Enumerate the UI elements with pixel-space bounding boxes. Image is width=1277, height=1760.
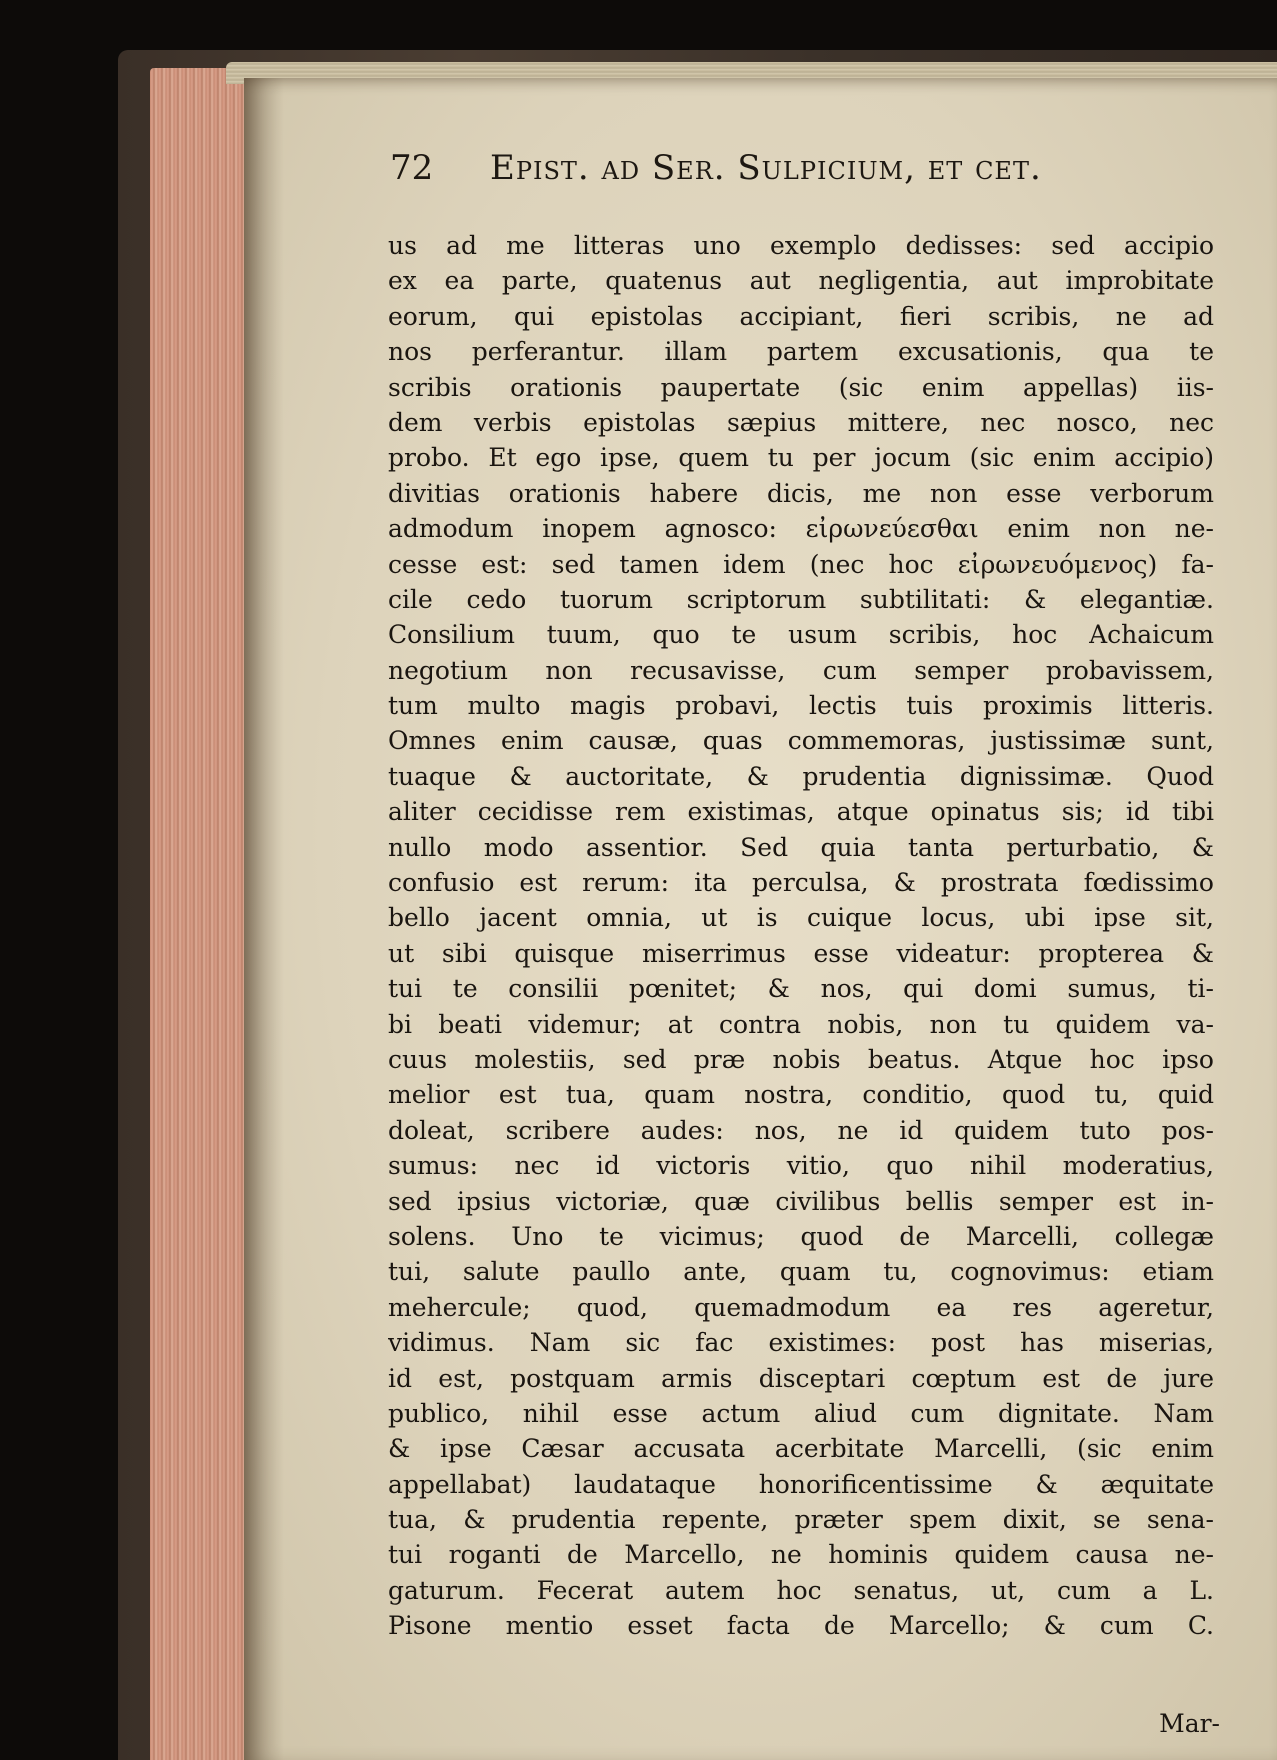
- text-line: tui roganti de Marcello, ne hominis quidem causa ne-: [388, 1540, 1214, 1570]
- text-line: melior est tua, quam nostra, conditio, quod tu, quid: [388, 1080, 1214, 1110]
- text-line: Consilium tuum, quo te usum scribis, hoc Achaicum: [388, 620, 1214, 650]
- spine-shadow: [244, 78, 284, 1760]
- text-line: divitias orationis habere dicis, me non esse verborum: [388, 478, 1214, 508]
- page-number: 72: [390, 148, 434, 188]
- text-line: ex ea parte, quatenus aut negligentia, aut improbitate: [388, 266, 1214, 296]
- text-line: confusio est rerum: ita perculsa, & prostrata fœdissimo: [388, 868, 1214, 898]
- text-line: publico, nihil esse actum aliud cum dignitate. Nam: [388, 1398, 1214, 1428]
- text-line: scribis orationis paupertate (sic enim appellas) iis-: [388, 372, 1214, 402]
- text-line: eorum, qui epistolas accipiant, fieri scribis, ne ad: [388, 301, 1214, 331]
- text-line: tui te consilii pœnitet; & nos, qui domi sumus, ti-: [388, 974, 1214, 1004]
- text-line: tui, salute paullo ante, quam tu, cognovimus: etiam: [388, 1257, 1214, 1287]
- text-line: admodum inopem agnosco: εἰρωνεύεσθαι enim non ne-: [388, 514, 1214, 544]
- text-line: sed ipsius victoriæ, quæ civilibus bellis semper est in-: [388, 1186, 1214, 1216]
- text-line: tum multo magis probavi, lectis tuis proximis litteris.: [388, 691, 1214, 721]
- text-line: ut sibi quisque miserrimus esse videatur: propterea &: [388, 938, 1214, 968]
- text-block: [388, 228, 1214, 1644]
- text-line: solens. Uno te vicimus; quod de Marcelli, collegæ: [388, 1221, 1214, 1251]
- text-line: cile cedo tuorum scriptorum subtilitati: & elegantiæ.: [388, 584, 1214, 614]
- text-line: Omnes enim causæ, quas commemoras, justissimæ sunt,: [388, 726, 1214, 756]
- page-edges: [150, 68, 250, 1760]
- text-line: id est, postquam armis disceptari cœptum est de jure: [388, 1363, 1214, 1393]
- text-line: gaturum. Fecerat autem hoc senatus, ut, cum a L.: [388, 1575, 1214, 1605]
- text-line: aliter cecidisse rem existimas, atque opinatus sis; id tibi: [388, 797, 1214, 827]
- text-line: bi beati videmur; at contra nobis, non tu quidem va-: [388, 1009, 1214, 1039]
- catchword: Mar-: [1159, 1709, 1220, 1738]
- text-line: mehercule; quod, quemadmodum ea res ageretur,: [388, 1292, 1214, 1322]
- text-line: Pisone mentio esset facta de Marcello; & cum C.: [388, 1611, 1214, 1641]
- text-line: bello jacent omnia, ut is cuique locus, ubi ipse sit,: [388, 903, 1214, 933]
- text-line: nullo modo assentior. Sed quia tanta perturbatio, &: [388, 832, 1214, 862]
- page-header: [390, 148, 1170, 200]
- text-line: nos perferantur. illam partem excusationis, qua te: [388, 337, 1214, 367]
- text-line: tua, & prudentia repente, præter spem dixit, se sena-: [388, 1505, 1214, 1535]
- text-line: doleat, scribere audes: nos, ne id quidem tuto pos-: [388, 1115, 1214, 1145]
- text-line: us ad me litteras uno exemplo dedisses: sed accipio: [388, 231, 1214, 260]
- text-line: cesse est: sed tamen idem (nec hoc εἰρωνευόμενος) fa-: [388, 549, 1214, 579]
- text-line: probo. Et ego ipse, quem tu per jocum (sic enim accipio): [388, 443, 1214, 473]
- text-line: cuus molestiis, sed præ nobis beatus. Atque hoc ipso: [388, 1044, 1214, 1074]
- running-head: Epist. ad Ser. Sulpicium, et cet.: [490, 148, 1042, 188]
- text-line: & ipse Cæsar accusata acerbitate Marcelli, (sic enim: [388, 1434, 1214, 1464]
- text-line: negotium non recusavisse, cum semper probavissem,: [388, 655, 1214, 685]
- text-line: vidimus. Nam sic fac existimes: post has miserias,: [388, 1328, 1214, 1358]
- text-line: tuaque & auctoritate, & prudentia dignissimæ. Quod: [388, 761, 1214, 791]
- text-line: appellabat) laudataque honorificentissime & æquitate: [388, 1469, 1214, 1499]
- text-line: sumus: nec id victoris vitio, quo nihil moderatius,: [388, 1151, 1214, 1181]
- text-line: dem verbis epistolas sæpius mittere, nec nosco, nec: [388, 407, 1214, 437]
